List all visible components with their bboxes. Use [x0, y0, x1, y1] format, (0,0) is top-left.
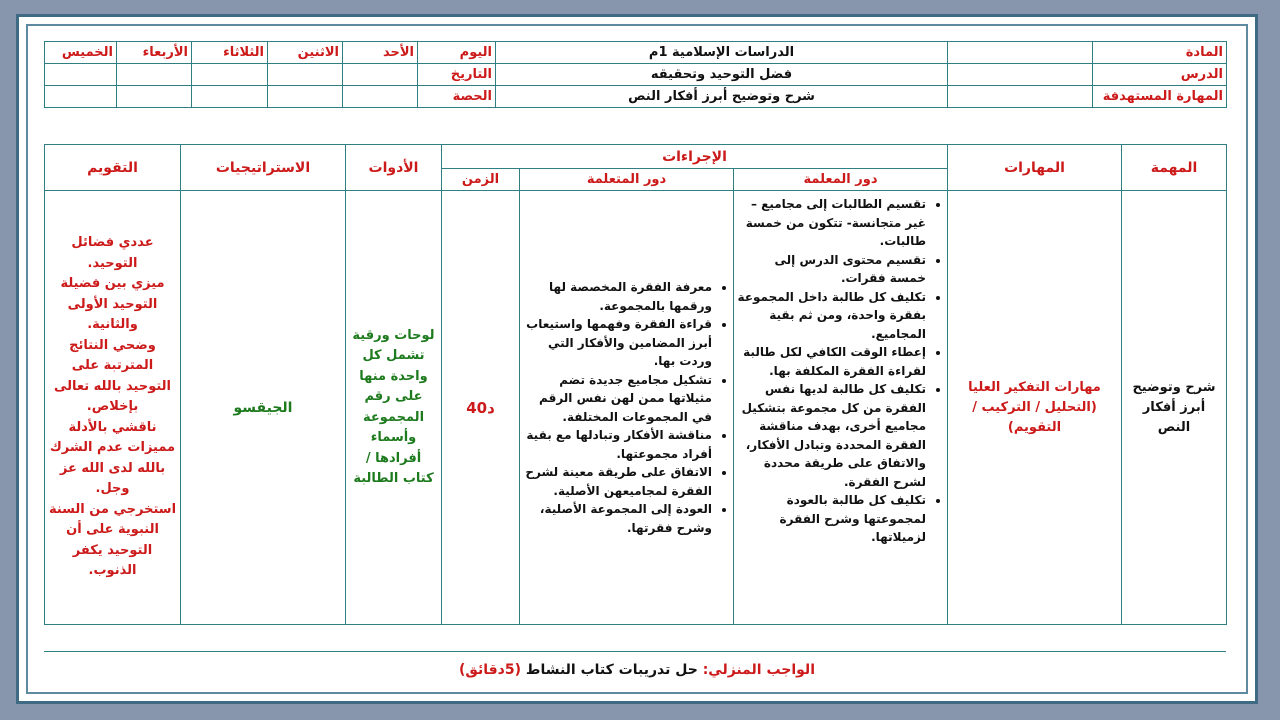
col-procedures: الإجراءات — [442, 145, 948, 169]
text-line: استخرجي من السنة — [48, 501, 177, 517]
header-row-2 — [45, 64, 1227, 86]
text-line: وضحي النتائج — [69, 337, 156, 353]
text-line: بإخلاص. — [86, 399, 139, 415]
text-line: التوحيد. — [87, 255, 138, 271]
teacher-role-list — [737, 195, 944, 547]
text-line: النبوية على أن — [66, 522, 159, 538]
header-row-1 — [45, 42, 1227, 64]
day-thursday: الخميس — [45, 42, 117, 64]
list-item: • معرفة الفقرة المخصصة لها ورقمها بالمجموعة. — [523, 278, 712, 315]
skills-cell: مهارات التفكير العليا (التحليل / التركيب / التقويم) — [948, 191, 1122, 625]
inner-border — [26, 24, 1248, 694]
text-line: كتاب الطالبة — [353, 471, 434, 486]
col-evaluation: التقويم — [45, 145, 181, 191]
text-line: على رقم — [364, 389, 423, 404]
student-role-cell — [520, 191, 734, 625]
text-line: التوحيد الأولى — [67, 296, 158, 312]
text-line: الذنوب. — [88, 563, 137, 579]
text-line: التوحيد بالله تعالى — [54, 378, 171, 394]
header-table — [44, 41, 1227, 108]
list-item: • تقسيم الطالبات إلى مجاميع – غير متجانسة- تتكون من خمسة طالبات. — [737, 195, 926, 251]
skill-label: المهارة المستهدفة — [1093, 86, 1227, 108]
spacer-row — [44, 122, 1226, 145]
homework-time: (5دقائق) — [458, 662, 522, 678]
col-teacher-role: دور المعلمة — [734, 169, 948, 191]
day-label: اليوم — [418, 42, 496, 64]
skill-value: شرح وتوضيح أبرز أفكار النص — [496, 86, 948, 108]
day-wednesday: الأربعاء — [117, 42, 192, 64]
text-line: التوحيد يكفر — [72, 542, 153, 558]
content-row — [45, 191, 1227, 625]
student-role-list — [523, 278, 730, 537]
text-line: أفرادها / — [365, 450, 422, 466]
tools-cell — [346, 191, 442, 625]
list-item: • قراءة الفقرة وفهمها واستيعاب أبرز المضامين والأفكار التي وردت بها. — [523, 315, 712, 371]
header-row-3 — [45, 86, 1227, 108]
subject-value: الدراسات الإسلامية 1م — [496, 42, 948, 64]
period-label: الحصة — [418, 86, 496, 108]
homework-label: الواجب المنزلي: — [702, 662, 815, 678]
text-line: وأسماء — [370, 430, 417, 445]
list-item: • العودة إلى المجموعة الأصلية، وشرح فقرتها. — [523, 500, 712, 537]
text-line: واحدة منها — [359, 368, 428, 384]
text-line: مميزات عدم الشرك — [49, 440, 176, 456]
text-line: والثانية. — [87, 317, 138, 333]
col-tools: الأدوات — [346, 145, 442, 191]
spacer-row-2 — [44, 624, 1226, 652]
tools-list — [349, 326, 438, 490]
homework-footer — [28, 662, 1246, 678]
text-line: بالله لدى الله عز — [59, 460, 166, 476]
col-time: الزمن — [442, 169, 520, 191]
lesson-value: فضل التوحيد وتحقيقه — [496, 64, 948, 86]
page-frame — [16, 14, 1258, 704]
day-tuesday: الثلاثاء — [192, 42, 268, 64]
day-monday: الاثنين — [268, 42, 343, 64]
teacher-role-cell — [734, 191, 948, 625]
col-skills: المهارات — [948, 145, 1122, 191]
evaluation-cell — [45, 191, 181, 625]
strategy-cell: الجيقسو — [181, 191, 346, 625]
list-item: • تقسيم محتوى الدرس إلى خمسة فقرات. — [737, 251, 926, 288]
time-cell: 40د — [442, 191, 520, 625]
column-header-row — [45, 145, 1227, 169]
list-item: • إعطاء الوقت الكافي لكل طالبة لقراءة الفقرة المكلفة بها. — [737, 343, 926, 380]
text-line: ناقشي بالأدلة — [68, 419, 157, 435]
col-student-role: دور المتعلمة — [520, 169, 734, 191]
list-item: • الاتفاق على طريقة معينة لشرح الفقرة لمجاميعهن الأصلية. — [523, 463, 712, 500]
day-sunday: الأحد — [343, 42, 418, 64]
evaluation-list — [48, 233, 177, 582]
lesson-table — [44, 144, 1227, 625]
text-line: لوحات ورقية — [352, 327, 435, 343]
col-strategies: الاستراتيجيات — [181, 145, 346, 191]
list-item: • تشكيل مجاميع جديدة تضم مثيلاتها ممن لهن نفس الرقم في المجموعات المختلفة. — [523, 371, 712, 427]
text-line: المترتبة على — [71, 358, 154, 374]
list-item: • تكليف كل طالبة بالعودة لمجموعتها وشرح الفقرة لزميلاتها. — [737, 491, 926, 547]
text-line: عددي فضائل — [71, 235, 154, 251]
list-item: • مناقشة الأفكار وتبادلها مع بقية أفراد مجموعتها. — [523, 426, 712, 463]
lesson-label: الدرس — [1093, 64, 1227, 86]
subject-label: المادة — [1093, 42, 1227, 64]
text-line: وجل. — [95, 481, 130, 497]
task-cell: شرح وتوضيح أبرز أفكار النص — [1122, 191, 1227, 625]
text-line: المجموعة — [362, 409, 425, 425]
list-item: • تكليف كل طالبة لديها نفس الفقرة من كل مجموعة بتشكيل مجاميع أخرى، بهدف مناقشة الفقرة المحددة وتبادل الأفكار، والاتفاق على طريقة محددة لشرح الفقرة. — [737, 380, 926, 491]
col-task: المهمة — [1122, 145, 1227, 191]
date-label: التاريخ — [418, 64, 496, 86]
text-line: ميزي بين فضيلة — [60, 276, 165, 292]
list-item: • تكليف كل طالبة داخل المجموعة بفقرة واحدة، ومن ثم بقية المجاميع. — [737, 288, 926, 344]
text-line: تشمل كل — [362, 348, 425, 363]
homework-text: حل تدريبات كتاب النشاط — [525, 662, 698, 678]
